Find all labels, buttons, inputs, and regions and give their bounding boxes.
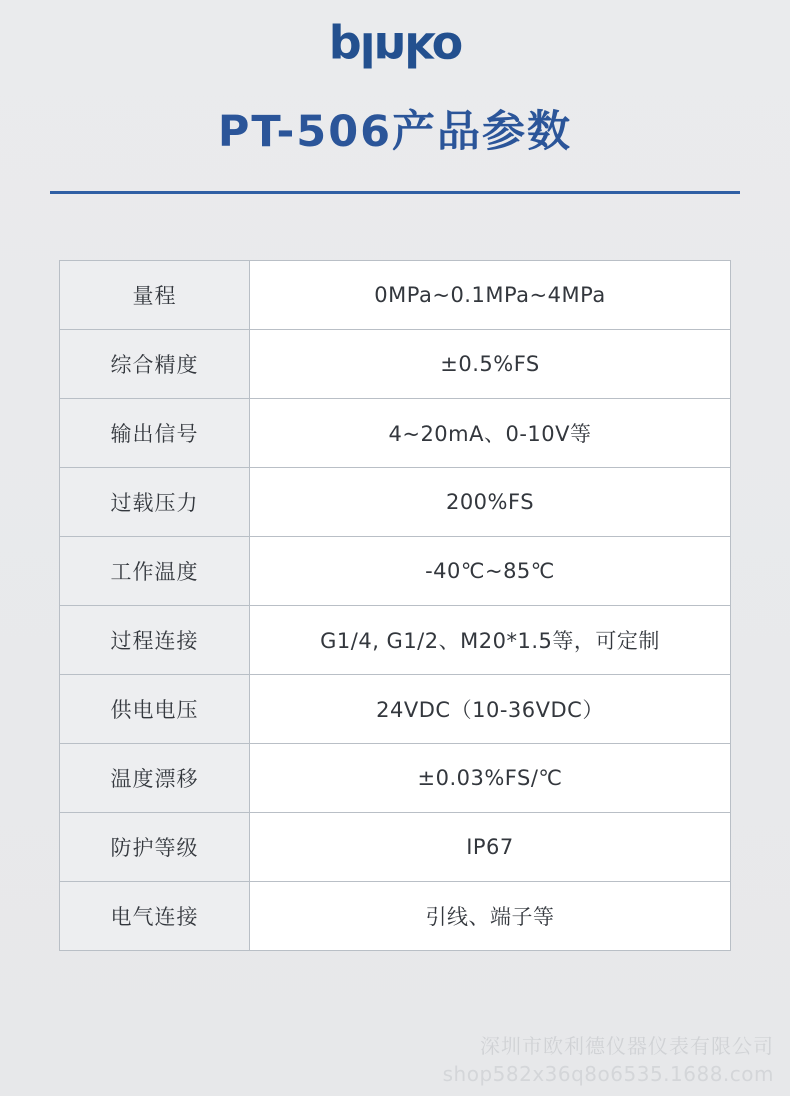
- spec-value: ±0.5%FS: [440, 352, 540, 376]
- table-row: [60, 537, 730, 606]
- company-name: 深圳市欧利德仪器仪表有限公司: [480, 1036, 774, 1058]
- spec-value: G1/4, G1/2、M20*1.5等，可定制: [320, 629, 660, 653]
- page-title: PT-506产品参数: [217, 107, 573, 157]
- brand-logo: [0, 0, 790, 76]
- spec-label: 工作温度: [60, 537, 250, 605]
- spec-value: IP67: [466, 835, 514, 859]
- footer-watermark: [443, 1034, 774, 1088]
- spec-value: 24VDC（10-36VDC）: [376, 698, 604, 722]
- spec-label: 温度漂移: [60, 744, 250, 812]
- table-row: [60, 399, 730, 468]
- spec-label: 防护等级: [60, 813, 250, 881]
- table-row: [60, 744, 730, 813]
- brand-logo-text: plnko: [328, 22, 462, 76]
- table-row: [60, 261, 730, 330]
- spec-value: ±0.03%FS/℃: [417, 766, 563, 790]
- spec-value: 引线、端子等: [425, 905, 555, 929]
- spec-value: -40℃~85℃: [425, 559, 555, 583]
- table-row: [60, 606, 730, 675]
- spec-label: 过程连接: [60, 606, 250, 674]
- table-row: [60, 468, 730, 537]
- table-row: [60, 813, 730, 882]
- spec-value: 4~20mA、0-10V等: [388, 422, 592, 446]
- table-row: [60, 675, 730, 744]
- spec-label: 供电电压: [60, 675, 250, 743]
- spec-label: 输出信号: [60, 399, 250, 467]
- table-row: [60, 882, 730, 951]
- spec-value: 200%FS: [445, 490, 535, 514]
- spec-table: [59, 260, 731, 951]
- spec-label: 综合精度: [60, 330, 250, 398]
- table-row: [60, 330, 730, 399]
- title-divider: [50, 191, 740, 194]
- spec-label: 量程: [60, 261, 250, 329]
- shop-url: shop582x36q8o6535.1688.com: [442, 1062, 774, 1086]
- spec-label: 电气连接: [60, 882, 250, 950]
- spec-label: 过载压力: [60, 468, 250, 536]
- spec-value: 0MPa~0.1MPa~4MPa: [374, 283, 606, 307]
